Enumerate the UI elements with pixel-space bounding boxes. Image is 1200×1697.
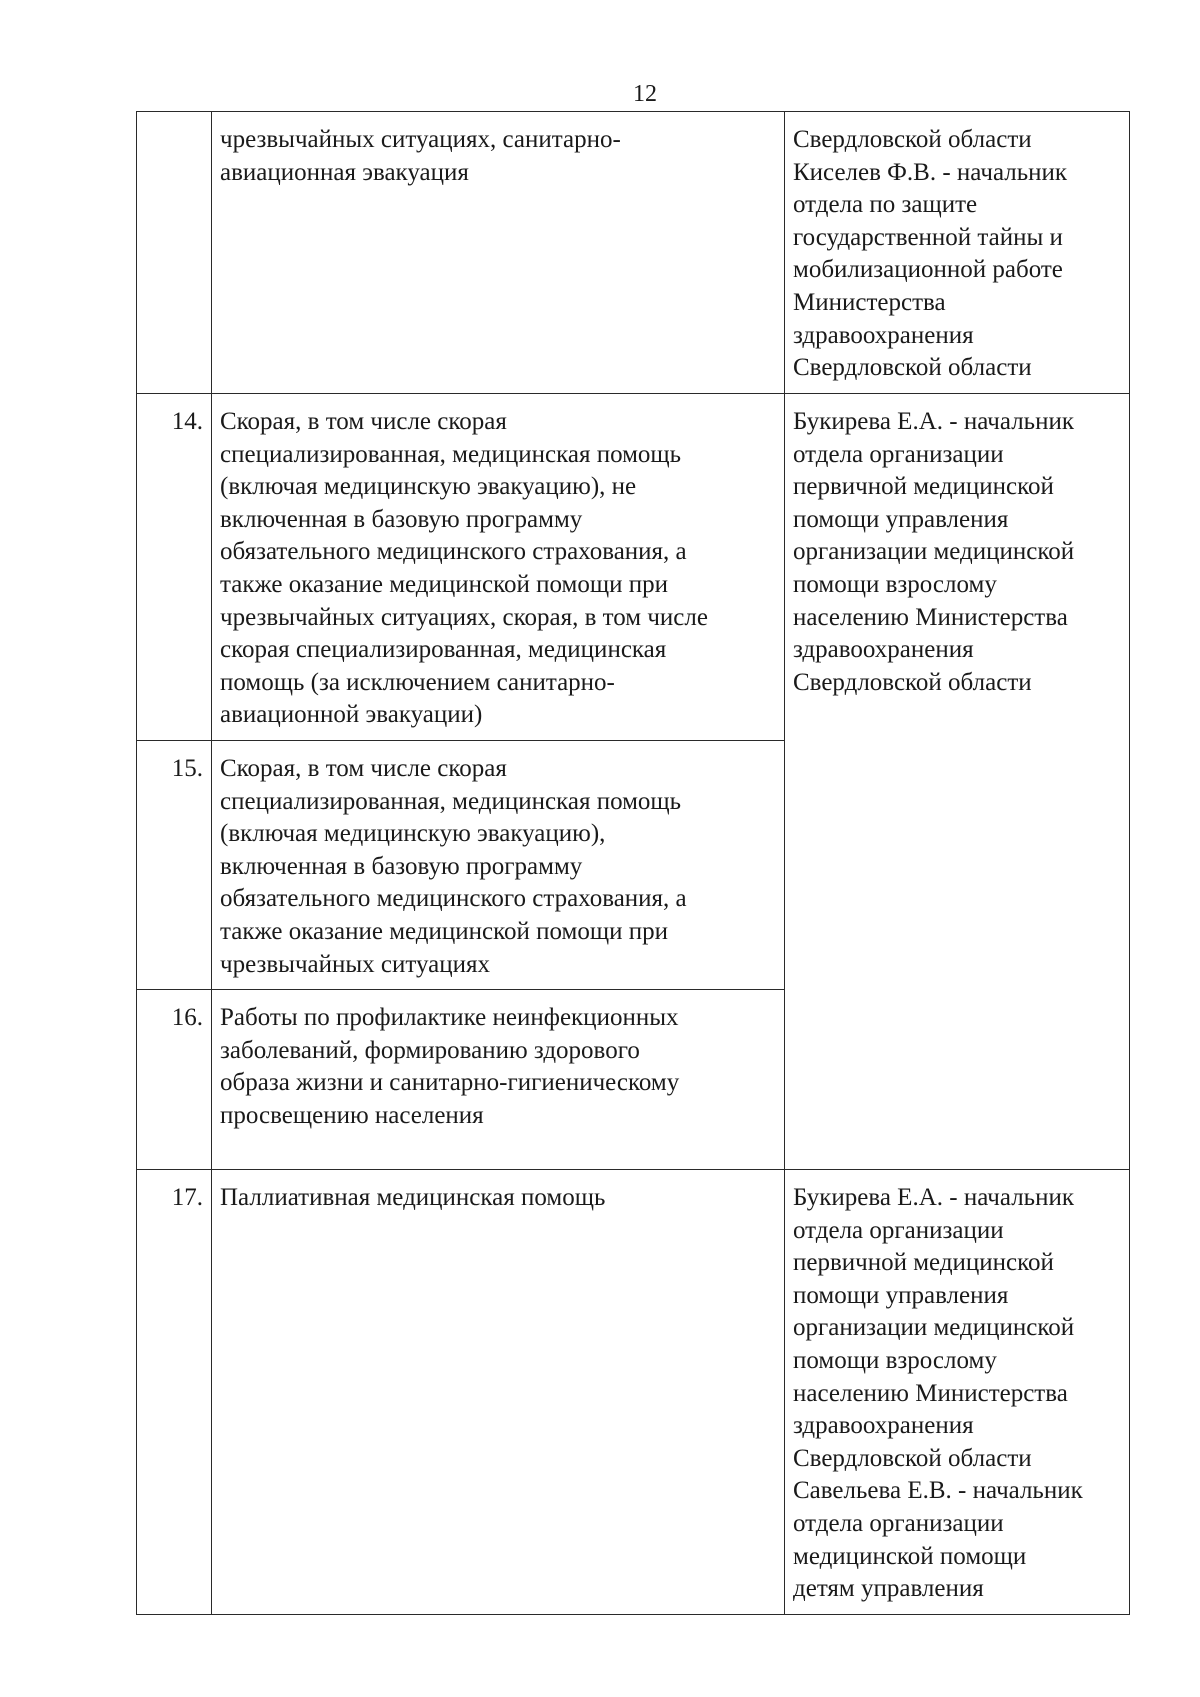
row-number: 16.: [137, 990, 212, 1170]
row-number: [137, 112, 212, 394]
row-description: чрезвычайных ситуациях, санитарно- авиационная эвакуация: [212, 112, 785, 394]
row-description: Скорая, в том числе скорая специализированная, медицинская помощь (включая медицинскую эвакуацию), не включенная в базовую программу обязательного медицинского страхования, а также оказание медицинской помощи при чрезвычайных ситуациях, скорая, в том числе скорая специализированная, медицинская помощь (за исключением санитарно- авиационной эвакуации): [212, 394, 785, 741]
row-number: 14.: [137, 394, 212, 741]
row-number: 17.: [137, 1170, 212, 1615]
responsibility-table: [136, 111, 1130, 1615]
row-responsible: Свердловской области Киселев Ф.В. - начальник отдела по защите государственной тайны и мобилизационной работе Министерства здравоохранения Свердловской области: [785, 112, 1130, 394]
row-description: Скорая, в том числе скорая специализированная, медицинская помощь (включая медицинскую эвакуацию), включенная в базовую программу обязательного медицинского страхования, а также оказание медицинской помощи при чрезвычайных ситуациях: [212, 741, 785, 990]
page-number: 12: [633, 81, 657, 107]
row-number: 15.: [137, 741, 212, 990]
table-row: [137, 394, 1130, 741]
table-row: [137, 112, 1130, 394]
table-row: [137, 1170, 1130, 1615]
row-responsible: Букирева Е.А. - начальник отдела организации первичной медицинской помощи управления организации медицинской помощи взрослому населению Министерства здравоохранения Свердловской области Савельева Е.В. - начальник отдела организации медицинской помощи детям управления: [785, 1170, 1130, 1615]
row-description: Паллиативная медицинская помощь: [212, 1170, 785, 1615]
row-responsible: Букирева Е.А. - начальник отдела организации первичной медицинской помощи управления организации медицинской помощи взрослому населению Министерства здравоохранения Свердловской области: [785, 394, 1130, 1170]
row-description: Работы по профилактике неинфекционных заболеваний, формированию здорового образа жизни и санитарно-гигиеническому просвещению населения: [212, 990, 785, 1170]
